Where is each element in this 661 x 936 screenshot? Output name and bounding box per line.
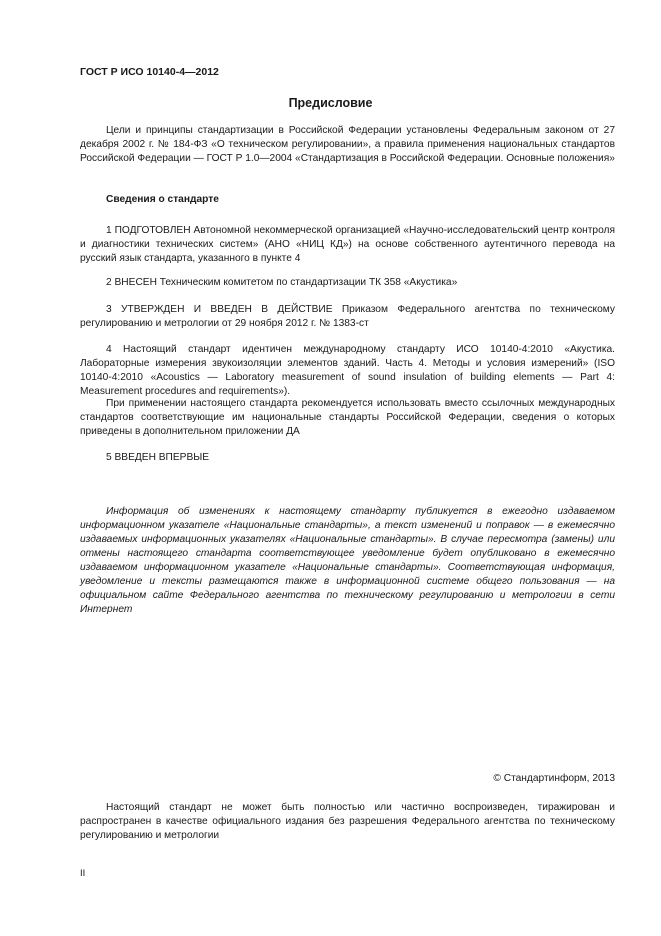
item-3: 3 УТВЕРЖДЕН И ВВЕДЕН В ДЕЙСТВИЕ Приказом Федерального агентства по техническому регулированию и метрологии от 29 ноября 2012 г. № 1383-ст (80, 304, 615, 329)
item-4: 4 Настоящий стандарт идентичен международному стандарту ИСО 10140-4:2010 «Акустика. Лабораторные измерения звукоизоляции элементов зданий. Часть 4. Методы и условия измерений» (ISO 10140-4:2010 «Acoustics — Laboratory measurement of sound insulation of building elements — Part 4: Measurement procedures and requirements»). (80, 344, 615, 397)
copyright-line: © Стандартинформ, 2013 (493, 773, 615, 784)
intro-paragraph: Цели и принципы стандартизации в Российской Федерации установлены Федеральным законом от 27 декабря 2002 г. № 184-ФЗ «О техническом регулировании», а правила применения национальных стандартов Российской Федерации — ГОСТ Р 1.0—2004 «Стандартизация в Российской Федерации. Основные положения» (80, 125, 615, 164)
item-2: 2 ВНЕСЕН Техническим комитетом по стандартизации ТК 358 «Акустика» (106, 277, 458, 288)
item-1: 1 ПОДГОТОВЛЕН Автономной некоммерческой организацией «Научно-исследовательский центр контроля и диагностики технических систем» (АНО «НИЦ КД») на основе собственного аутентичного перевода на русский язык стандарта, указанного в пункте 4 (80, 225, 615, 264)
update-notice: Информация об изменениях к настоящему стандарту публикуется в ежегодно издаваемом информационном указателе «Национальные стандарты», а текст изменений и поправок — в ежемесячно издаваемых информационных указателях «Национальные стандарты». В случае пересмотра (замены) или отмены настоящего стандарта соответствующее уведомление будет опубликовано в ежемесячно издаваемом информационном указателе «Национальные стандарты». Соответствующая информация, уведомление и тексты размещаются также в информационной системе общего пользования — на официальном сайте Федерального агентства по техническому регулированию и метрологии в сети Интернет (80, 506, 615, 615)
page-number: II (80, 868, 86, 879)
item-4-note: При применении настоящего стандарта рекомендуется использовать вместо ссылочных международных стандартов соответствующие им национальные стандарты Российской Федерации, сведения о которых приведены в дополнительном приложении ДА (80, 398, 615, 437)
page-title: Предисловие (288, 96, 373, 110)
document-code: ГОСТ Р ИСО 10140-4—2012 (80, 66, 219, 78)
section-heading: Сведения о стандарте (106, 194, 219, 205)
reproduction-notice: Настоящий стандарт не может быть полностью или частично воспроизведен, тиражирован и распространен в качестве официального издания без разрешения Федерального агентства по техническому регулированию и метрологии (80, 802, 615, 841)
item-5: 5 ВВЕДЕН ВПЕРВЫЕ (106, 452, 210, 463)
